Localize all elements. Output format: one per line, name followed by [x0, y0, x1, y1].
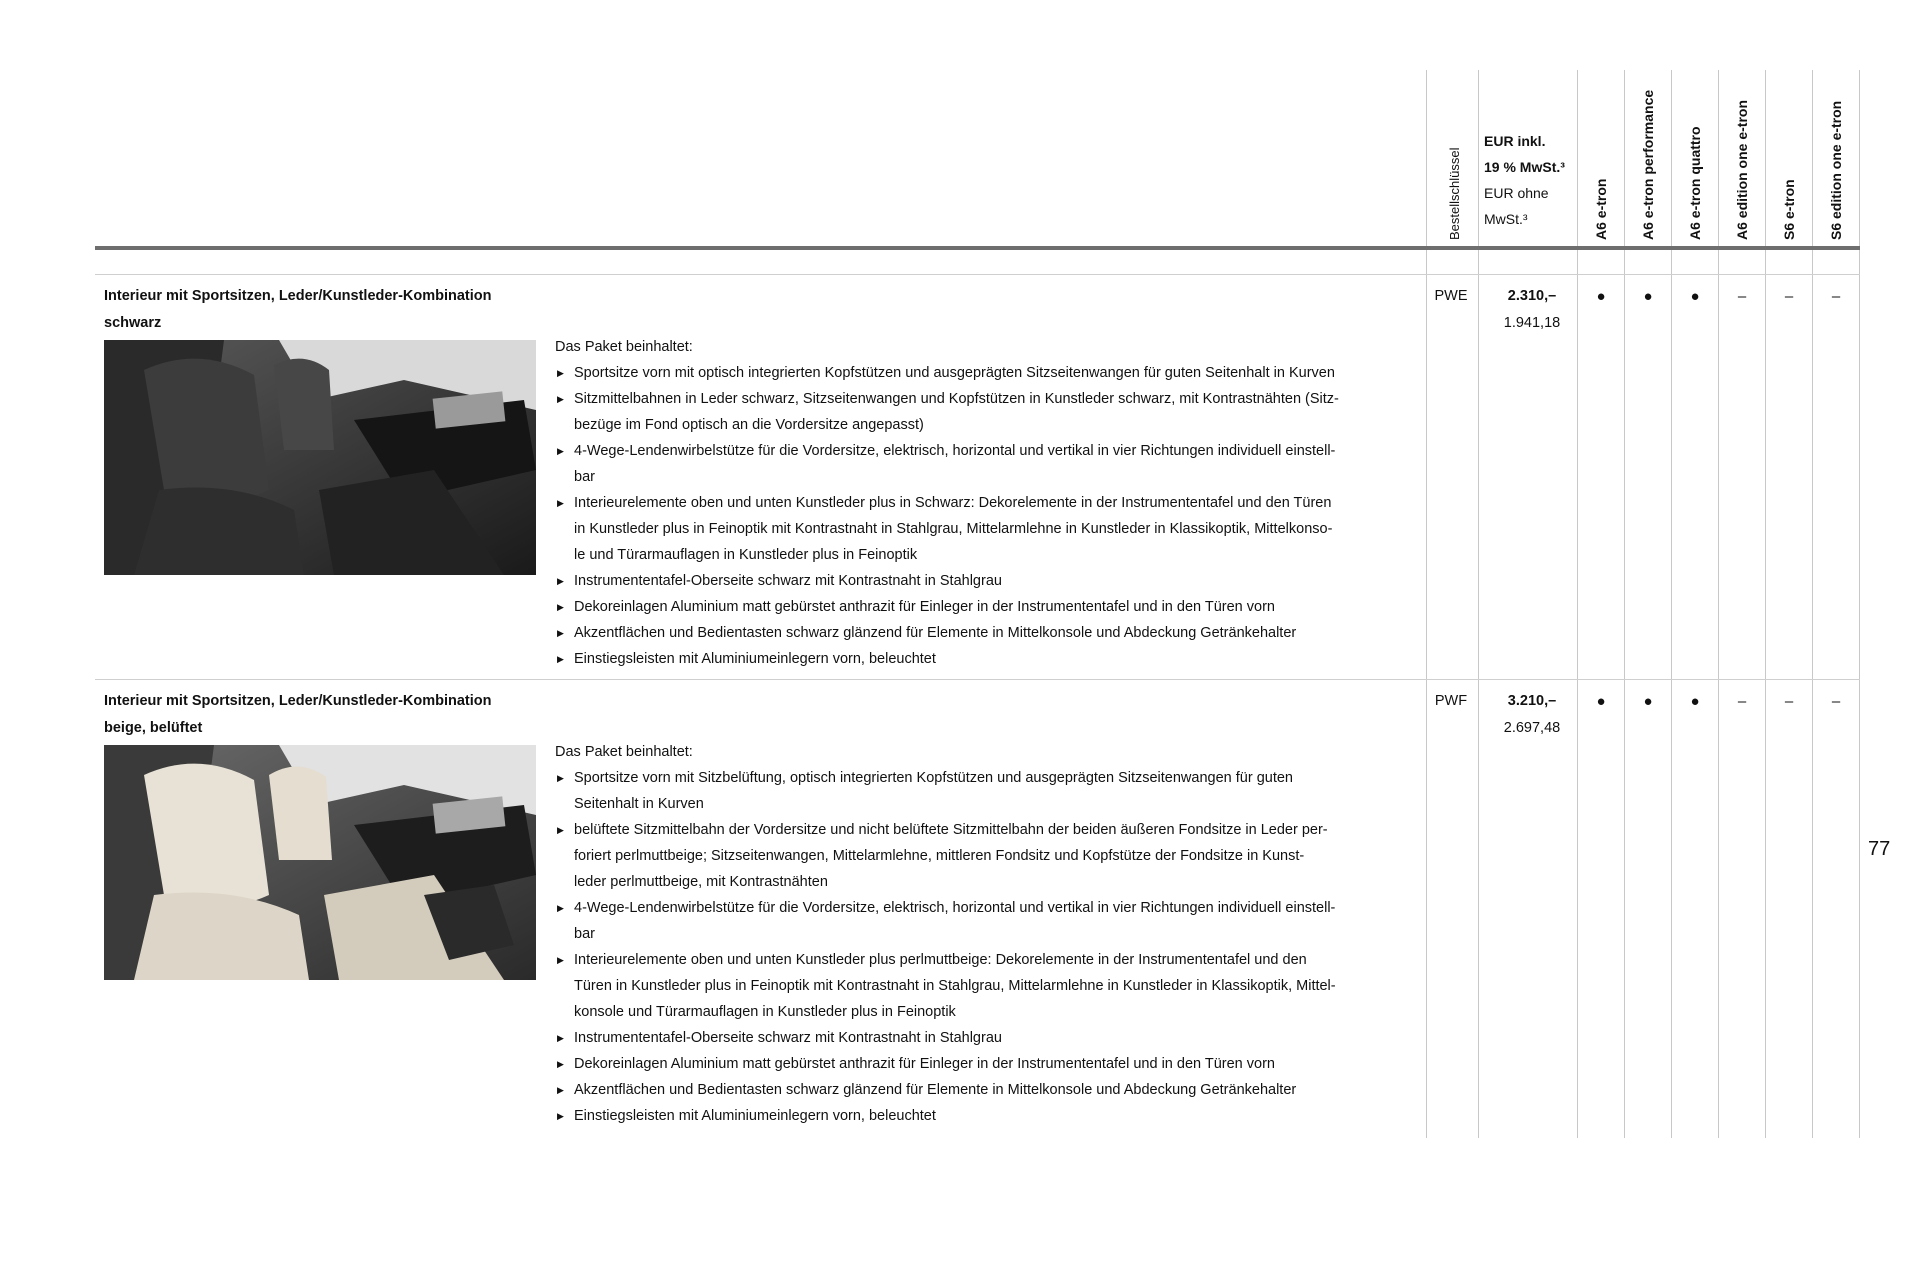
feature-text: bar [574, 926, 595, 942]
bullet-triangle-icon: ▶ [557, 446, 564, 456]
availability-mark: – [1737, 693, 1747, 710]
row-title-line: Interieur mit Sportsitzen, Leder/Kunstleder-Kombination [104, 693, 492, 709]
header-price-excl-2: MwSt.³ [1484, 211, 1528, 227]
header-model: A6 e-tron quattro [1687, 126, 1703, 240]
bullet-triangle-icon: ▶ [557, 1059, 564, 1069]
feature-item [555, 1051, 1415, 1077]
bullet-triangle-icon: ▶ [557, 498, 564, 508]
feature-text: le und Türarmauflagen in Kunstleder plus in Feinoptik [574, 547, 918, 563]
availability-mark: – [1737, 288, 1747, 305]
feature-text: Interieurelemente oben und unten Kunstleder plus perlmuttbeige: Dekorelemente in der Instrumententafel und den [574, 952, 1307, 968]
feature-text: Türen in Kunstleder plus in Feinoptik mit Kontrastnaht in Stahlgrau, Mittelarmlehne in Kunstleder in Klassikoptik, Mittel- [574, 978, 1336, 994]
feature-text: 4-Wege-Lendenwirbelstütze für die Vordersitze, elektrisch, horizontal und vertikal in vier Richtungen individuell einstell- [574, 900, 1336, 916]
header-price [1484, 128, 1584, 232]
feature-item [555, 999, 1415, 1025]
feature-item [555, 843, 1415, 869]
bullet-triangle-icon: ▶ [557, 1085, 564, 1095]
feature-text: in Kunstleder plus in Feinoptik mit Kontrastnaht in Stahlgrau, Mittelarmlehne in Kunstleder in Klassikoptik, Mittelkonso- [574, 521, 1333, 537]
feature-item [555, 973, 1415, 999]
feature-text: bezüge im Fond optisch an die Vordersitze angepasst) [574, 417, 924, 433]
feature-item [555, 947, 1415, 973]
feature-list [555, 765, 1415, 1129]
feature-text: Seitenhalt in Kurven [574, 796, 704, 812]
row-title-line: schwarz [104, 315, 162, 331]
bullet-triangle-icon: ▶ [557, 825, 564, 835]
interior-beige-image [104, 745, 536, 980]
feature-text: Akzentflächen und Bedientasten schwarz glänzend für Elemente in Mittelkonsole und Abdeckung Getränkehalter [574, 1082, 1297, 1098]
feature-text: 4-Wege-Lendenwirbelstütze für die Vordersitze, elektrisch, horizontal und vertikal in vier Richtungen individuell einstell- [574, 443, 1336, 459]
row-rule [95, 274, 1860, 275]
feature-text: Einstiegsleisten mit Aluminiumeinlegern vorn, beleuchtet [574, 1108, 936, 1124]
feature-item [555, 516, 1415, 542]
availability-mark: ● [1690, 693, 1700, 710]
bullet-triangle-icon: ▶ [557, 628, 564, 638]
row-price [1484, 283, 1580, 337]
row-price [1484, 688, 1580, 742]
feature-item [555, 1077, 1415, 1103]
feature-item [555, 542, 1415, 568]
interior-black-photo [104, 340, 536, 575]
price-excl: 1.941,18 [1503, 315, 1561, 331]
bullet-triangle-icon: ▶ [557, 394, 564, 404]
bullet-triangle-icon: ▶ [557, 903, 564, 913]
feature-text: leder perlmuttbeige, mit Kontrastnähten [574, 874, 828, 890]
row-title-line: beige, belüftet [104, 720, 203, 736]
feature-text: Sportsitze vorn mit optisch integrierten Kopfstützen und ausgeprägten Sitzseitenwangen für guten Seitenhalt in Kurven [574, 365, 1335, 381]
feature-text: Dekoreinlagen Aluminium matt gebürstet anthrazit für Einleger in der Instrumententafel und in den Türen vorn [574, 1056, 1275, 1072]
column-divider [1478, 70, 1479, 1138]
feature-item [555, 386, 1415, 412]
header-order-key: Bestellschlüssel [1447, 147, 1462, 240]
feature-item [555, 360, 1415, 386]
feature-text: Instrumententafel-Oberseite schwarz mit Kontrastnaht in Stahlgrau [574, 573, 1002, 589]
feature-item [555, 490, 1415, 516]
feature-text: Sportsitze vorn mit Sitzbelüftung, optisch integrierten Kopfstützen und ausgeprägten Sitzseitenwangen für guten [574, 770, 1293, 786]
description-intro: Das Paket beinhaltet: [555, 339, 693, 355]
price-incl: 3.210,– [1507, 693, 1557, 709]
column-divider [1765, 70, 1766, 1138]
interior-beige-photo [104, 745, 536, 980]
column-divider [1812, 70, 1813, 1138]
header-rule [95, 246, 1860, 250]
column-divider [1859, 70, 1860, 1138]
feature-text: belüftete Sitzmittelbahn der Vordersitze und nicht belüftete Sitzmittelbahn der beiden äußeren Fondsitze in Leder per- [574, 822, 1328, 838]
column-divider [1671, 70, 1672, 1138]
feature-item [555, 568, 1415, 594]
order-code: PWF [1434, 693, 1468, 709]
feature-text: bar [574, 469, 595, 485]
feature-item [555, 412, 1415, 438]
header-model: S6 e-tron [1781, 179, 1797, 240]
feature-text: Interieurelemente oben und unten Kunstleder plus in Schwarz: Dekorelemente in der Instrumententafel und den Türen [574, 495, 1332, 511]
header-model: A6 edition one e-tron [1734, 100, 1750, 240]
bullet-triangle-icon: ▶ [557, 576, 564, 586]
column-divider [1426, 70, 1427, 1138]
bullet-triangle-icon: ▶ [557, 1111, 564, 1121]
order-code: PWE [1434, 288, 1468, 304]
feature-text: Dekoreinlagen Aluminium matt gebürstet anthrazit für Einleger in der Instrumententafel und in den Türen vorn [574, 599, 1275, 615]
feature-item [555, 646, 1415, 672]
bullet-triangle-icon: ▶ [557, 368, 564, 378]
price-incl: 2.310,– [1507, 288, 1557, 304]
header-price-excl-1: EUR ohne [1484, 185, 1549, 201]
availability-mark: ● [1643, 693, 1653, 710]
description-intro: Das Paket beinhaltet: [555, 744, 693, 760]
feature-text: Akzentflächen und Bedientasten schwarz glänzend für Elemente in Mittelkonsole und Abdeckung Getränkehalter [574, 625, 1297, 641]
feature-item [555, 620, 1415, 646]
bullet-triangle-icon: ▶ [557, 1033, 564, 1043]
feature-item [555, 765, 1415, 791]
availability-mark: – [1784, 693, 1794, 710]
row-title-line: Interieur mit Sportsitzen, Leder/Kunstleder-Kombination [104, 288, 492, 304]
row-title [104, 688, 534, 742]
availability-mark: ● [1596, 288, 1606, 305]
row-description [555, 334, 1415, 672]
feature-item [555, 791, 1415, 817]
row-description [555, 739, 1415, 1129]
header-model: A6 e-tron [1593, 178, 1609, 240]
bullet-triangle-icon: ▶ [557, 773, 564, 783]
availability-mark: ● [1643, 288, 1653, 305]
feature-item [555, 869, 1415, 895]
feature-text: Instrumententafel-Oberseite schwarz mit Kontrastnaht in Stahlgrau [574, 1030, 1002, 1046]
availability-mark: – [1831, 693, 1841, 710]
feature-text: konsole und Türarmauflagen in Kunstleder plus in Feinoptik [574, 1004, 956, 1020]
feature-list [555, 360, 1415, 672]
header-model: A6 e-tron performance [1640, 89, 1656, 240]
header-price-incl-1: EUR inkl. [1484, 133, 1546, 149]
bullet-triangle-icon: ▶ [557, 654, 564, 664]
feature-item [555, 1025, 1415, 1051]
feature-item [555, 1103, 1415, 1129]
feature-text: Einstiegsleisten mit Aluminiumeinlegern vorn, beleuchtet [574, 651, 936, 667]
page-number: 77 [1868, 838, 1891, 860]
availability-mark: – [1784, 288, 1794, 305]
availability-mark: ● [1690, 288, 1700, 305]
column-divider [1718, 70, 1719, 1138]
row-title [104, 283, 534, 337]
feature-item [555, 817, 1415, 843]
feature-text: foriert perlmuttbeige; Sitzseitenwangen, Mittelarmlehne, mittleren Fondsitz und Kopfstütze der Fondsitze in Kunst- [574, 848, 1305, 864]
availability-mark: – [1831, 288, 1841, 305]
feature-item [555, 438, 1415, 464]
header-price-incl-2: 19 % MwSt.³ [1484, 159, 1565, 175]
interior-black-image [104, 340, 536, 575]
feature-item [555, 594, 1415, 620]
row-rule [95, 679, 1860, 680]
availability-mark: ● [1596, 693, 1606, 710]
feature-item [555, 895, 1415, 921]
header-model: S6 edition one e-tron [1828, 100, 1844, 240]
bullet-triangle-icon: ▶ [557, 955, 564, 965]
bullet-triangle-icon: ▶ [557, 602, 564, 612]
feature-text: Sitzmittelbahnen in Leder schwarz, Sitzseitenwangen und Kopfstützen in Kunstleder schwarz, mit Kontrastnähten (Sitz- [574, 391, 1339, 407]
feature-item [555, 921, 1415, 947]
feature-item [555, 464, 1415, 490]
column-divider [1624, 70, 1625, 1138]
price-excl: 2.697,48 [1503, 720, 1561, 736]
